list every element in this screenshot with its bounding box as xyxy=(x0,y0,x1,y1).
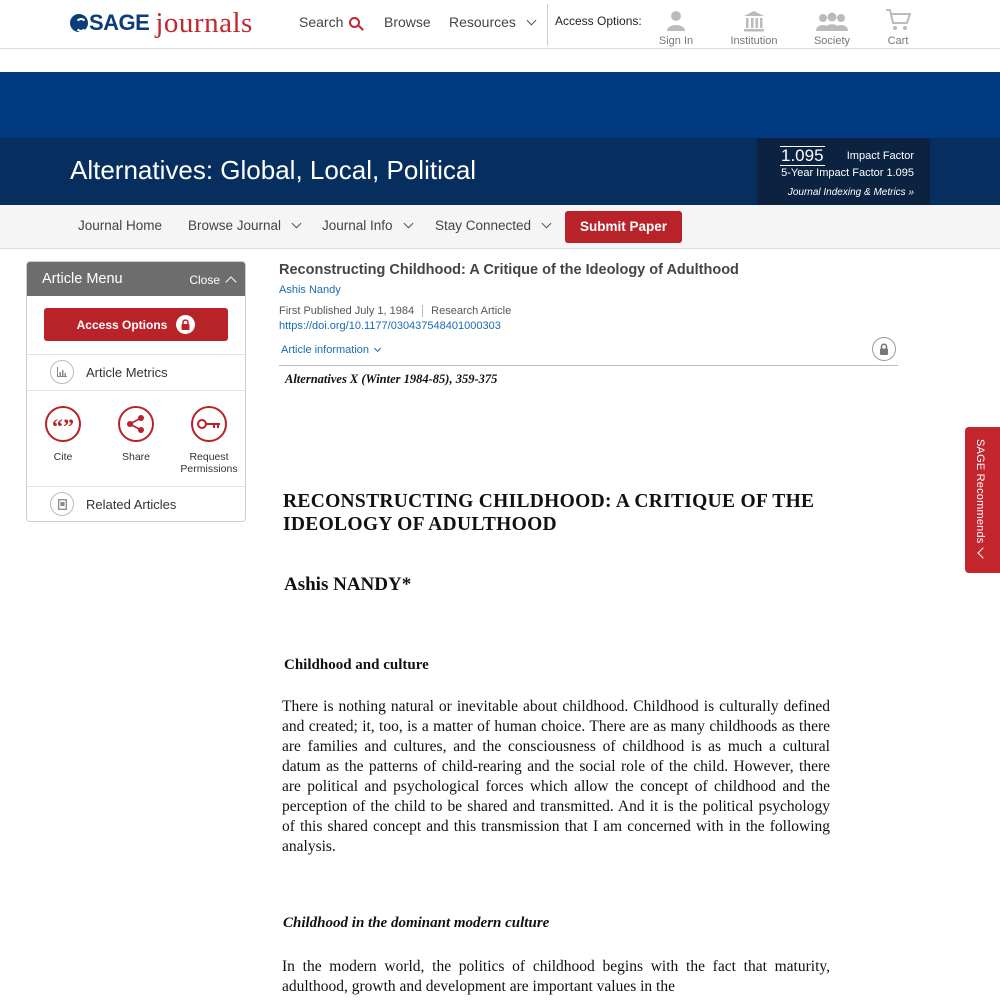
scanned-page-preview xyxy=(279,367,839,1000)
journal-metrics-link[interactable]: Journal Indexing & Metrics » xyxy=(787,187,914,198)
article-meta xyxy=(279,305,511,317)
request-permissions-label: Request Permissions xyxy=(180,451,238,475)
impact-factor-label: Impact Factor xyxy=(846,150,914,162)
share-label: Share xyxy=(121,451,151,463)
stay-connected-label: Stay Connected xyxy=(435,218,532,233)
scan-heading-modern-culture: Childhood in the dominant modern culture xyxy=(283,915,550,931)
chevron-down-icon xyxy=(542,219,552,229)
browse-link[interactable] xyxy=(384,14,431,30)
share-button[interactable] xyxy=(118,406,154,442)
browse-journal-label: Browse Journal xyxy=(188,218,282,233)
quote-icon: “” xyxy=(52,414,74,439)
submit-paper-button[interactable]: Submit Paper xyxy=(565,211,682,243)
journal-info-label: Journal Info xyxy=(322,218,393,233)
doi-link[interactable]: https://doi.org/10.1177/030437548401000303 xyxy=(279,320,501,332)
society-button[interactable] xyxy=(797,8,867,47)
search-icon xyxy=(349,17,360,28)
impact-factor-box xyxy=(757,138,930,205)
scan-running-header: Alternatives X (Winter 1984-85), 359-375 xyxy=(285,372,498,386)
cart-label: Cart xyxy=(887,35,909,47)
close-menu-button[interactable] xyxy=(189,273,235,287)
resources-menu[interactable] xyxy=(449,14,535,30)
scan-paragraph: In the modern world, the politics of childhood begins with the fact that maturity, adulthood, growth and development are important values in the xyxy=(282,958,830,995)
article-information-label: Article information xyxy=(281,344,370,356)
access-options-button[interactable] xyxy=(44,308,228,341)
scan-paragraph: There is nothing natural or inevitable about childhood. Childhood is culturally defined and created; it, too, is a matter of human choice. There are as many childhoods as there are families and cultures, and the consciousness of childhood is as much a cultural datum as the patterns of child-rearing and the social role of the child. However, there are political and psychological forces which allow the concept of childhood and the perception of the child to be shared and transmitted. And it is the political psychology of this shared concept and this transmission that I am concerned with in the following analysis. xyxy=(282,698,830,855)
menu-divider xyxy=(27,486,245,487)
chevron-down-icon xyxy=(526,15,536,25)
chevron-down-icon xyxy=(403,219,413,229)
article-author-link[interactable]: Ashis Nandy xyxy=(279,284,341,296)
cart-button[interactable] xyxy=(863,8,933,47)
cart-icon xyxy=(863,8,933,32)
article-metrics-label: Article Metrics xyxy=(86,364,168,380)
chevron-down-icon xyxy=(374,345,381,352)
article-metrics-item[interactable] xyxy=(50,360,168,384)
article-menu xyxy=(26,261,246,522)
stay-connected-menu[interactable] xyxy=(435,218,550,233)
article-title: Reconstructing Childhood: A Critique of the Ideology of Adulthood xyxy=(279,262,739,278)
cite-label: Cite xyxy=(53,451,73,463)
article-menu-title: Article Menu xyxy=(42,271,123,287)
institution-button[interactable] xyxy=(719,8,789,47)
menu-divider xyxy=(27,354,245,355)
related-articles-label: Related Articles xyxy=(86,496,177,512)
logo-journals-text: journals xyxy=(155,6,253,39)
key-icon xyxy=(197,417,221,431)
article-information-toggle[interactable] xyxy=(281,344,380,356)
share-icon xyxy=(126,414,146,434)
search-link[interactable] xyxy=(299,14,360,30)
article-type: Research Article xyxy=(431,305,512,317)
request-permissions-button[interactable] xyxy=(191,406,227,442)
meta-separator xyxy=(422,305,423,317)
close-label: Close xyxy=(189,273,220,287)
journal-banner-top xyxy=(0,72,1000,138)
sage-recommends-label: SAGE Recommends xyxy=(974,439,986,544)
top-header xyxy=(0,0,1000,49)
logo-mark-icon xyxy=(70,14,88,32)
chevron-up-icon xyxy=(225,276,236,287)
resources-label: Resources xyxy=(449,14,516,30)
sign-in-button[interactable] xyxy=(641,8,711,47)
sign-in-label: Sign In xyxy=(658,35,694,47)
chevron-left-icon xyxy=(977,547,988,558)
header-divider xyxy=(547,4,548,46)
user-icon xyxy=(641,8,711,32)
first-published: First Published July 1, 1984 xyxy=(279,305,415,317)
bar-chart-icon xyxy=(50,360,74,384)
society-label: Society xyxy=(813,35,851,47)
browse-label: Browse xyxy=(384,14,431,30)
document-icon xyxy=(50,492,74,516)
institution-label: Institution xyxy=(730,35,778,47)
access-lock-icon[interactable] xyxy=(872,337,896,361)
related-articles-item[interactable] xyxy=(50,492,176,516)
five-year-impact-factor: 5-Year Impact Factor 1.095 xyxy=(781,167,914,179)
cite-button[interactable] xyxy=(45,406,81,442)
browse-journal-menu[interactable] xyxy=(188,218,300,233)
access-options-button-label: Access Options xyxy=(76,317,168,332)
impact-factor-value: 1.095 xyxy=(781,146,824,165)
article-divider xyxy=(279,365,898,366)
menu-divider xyxy=(27,390,245,391)
institution-icon xyxy=(719,8,789,32)
search-label: Search xyxy=(299,14,344,30)
scan-author: Ashis NANDY* xyxy=(284,574,412,595)
sage-recommends-tab[interactable] xyxy=(965,427,1000,573)
journal-home-link[interactable] xyxy=(78,218,162,233)
scan-heading-childhood-culture: Childhood and culture xyxy=(284,657,429,673)
article-menu-header xyxy=(27,262,245,296)
chevron-down-icon xyxy=(292,219,302,229)
scan-title: RECONSTRUCTING CHILDHOOD: A CRITIQUE OF THE IDEOLOGY OF ADULTHOOD xyxy=(283,491,815,535)
lock-icon xyxy=(176,315,195,334)
sage-journals-logo[interactable] xyxy=(70,8,253,38)
logo-sage-text: SAGE xyxy=(89,10,150,35)
access-options-label: Access Options: xyxy=(555,14,642,28)
logo-sage xyxy=(70,10,149,36)
society-icon xyxy=(797,8,867,32)
journal-info-menu[interactable] xyxy=(322,218,412,233)
journal-title[interactable]: Alternatives: Global, Local, Political xyxy=(70,155,477,185)
journal-home-label: Journal Home xyxy=(78,218,163,233)
